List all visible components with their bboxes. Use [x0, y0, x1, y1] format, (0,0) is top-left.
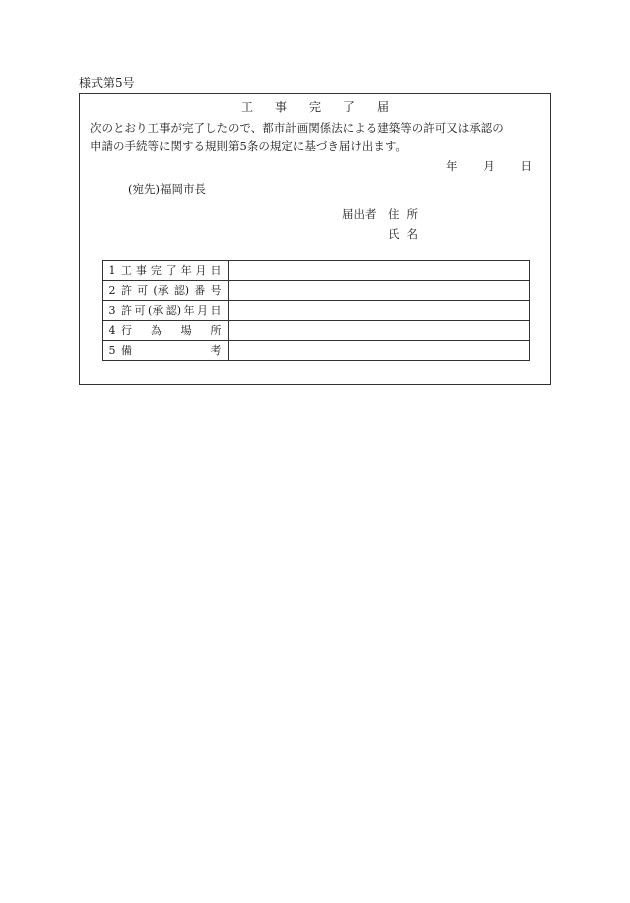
details-table	[102, 260, 530, 361]
row-number: 4	[103, 321, 122, 341]
row-label: 行 為 場 所	[121, 321, 228, 341]
document-title	[80, 100, 550, 114]
date-month-label: 月	[483, 159, 495, 173]
row-number: 5	[103, 341, 122, 361]
name-label: 氏 名	[388, 227, 418, 241]
form-frame	[79, 93, 551, 385]
address-label: 住 所	[388, 207, 418, 221]
remarks-field[interactable]	[228, 341, 530, 361]
row-label: 許 可 (承 認) 番 号	[121, 281, 228, 301]
body-line: 次のとおり工事が完了したので、都市計画関係法による建築等の許可又は承認の	[90, 121, 504, 135]
table-row	[103, 281, 530, 301]
completion-date-field[interactable]	[228, 261, 530, 281]
title-char: 工	[240, 100, 275, 114]
date-year-label: 年	[446, 159, 458, 173]
form-number: 様式第5号	[79, 76, 135, 90]
table-row	[103, 341, 530, 361]
date-day-label: 日	[520, 159, 532, 173]
title-char: 事	[274, 100, 309, 114]
row-number: 2	[103, 281, 122, 301]
row-number: 3	[103, 301, 122, 321]
date-line	[446, 158, 532, 174]
site-location-field[interactable]	[228, 321, 530, 341]
applicant-block	[342, 204, 418, 244]
addressee: (宛先)福岡市長	[128, 182, 206, 196]
row-label: 工 事 完 了 年 月 日	[121, 261, 228, 281]
table-row	[103, 321, 530, 341]
title-char: 了	[343, 100, 378, 114]
body-line: 申請の手続等に関する規則第5条の規定に基づき届け出ます。	[90, 139, 407, 153]
permit-number-field[interactable]	[228, 281, 530, 301]
table-row	[103, 261, 530, 281]
permit-date-field[interactable]	[228, 301, 530, 321]
row-number: 1	[103, 261, 122, 281]
row-label: 許 可 (承 認) 年 月 日	[121, 301, 228, 321]
title-char: 完	[308, 100, 343, 114]
notification-body	[90, 119, 540, 155]
table-row	[103, 301, 530, 321]
applicant-label: 届出者	[342, 207, 377, 221]
row-label: 備 考	[121, 341, 228, 361]
title-char: 届	[377, 100, 412, 114]
